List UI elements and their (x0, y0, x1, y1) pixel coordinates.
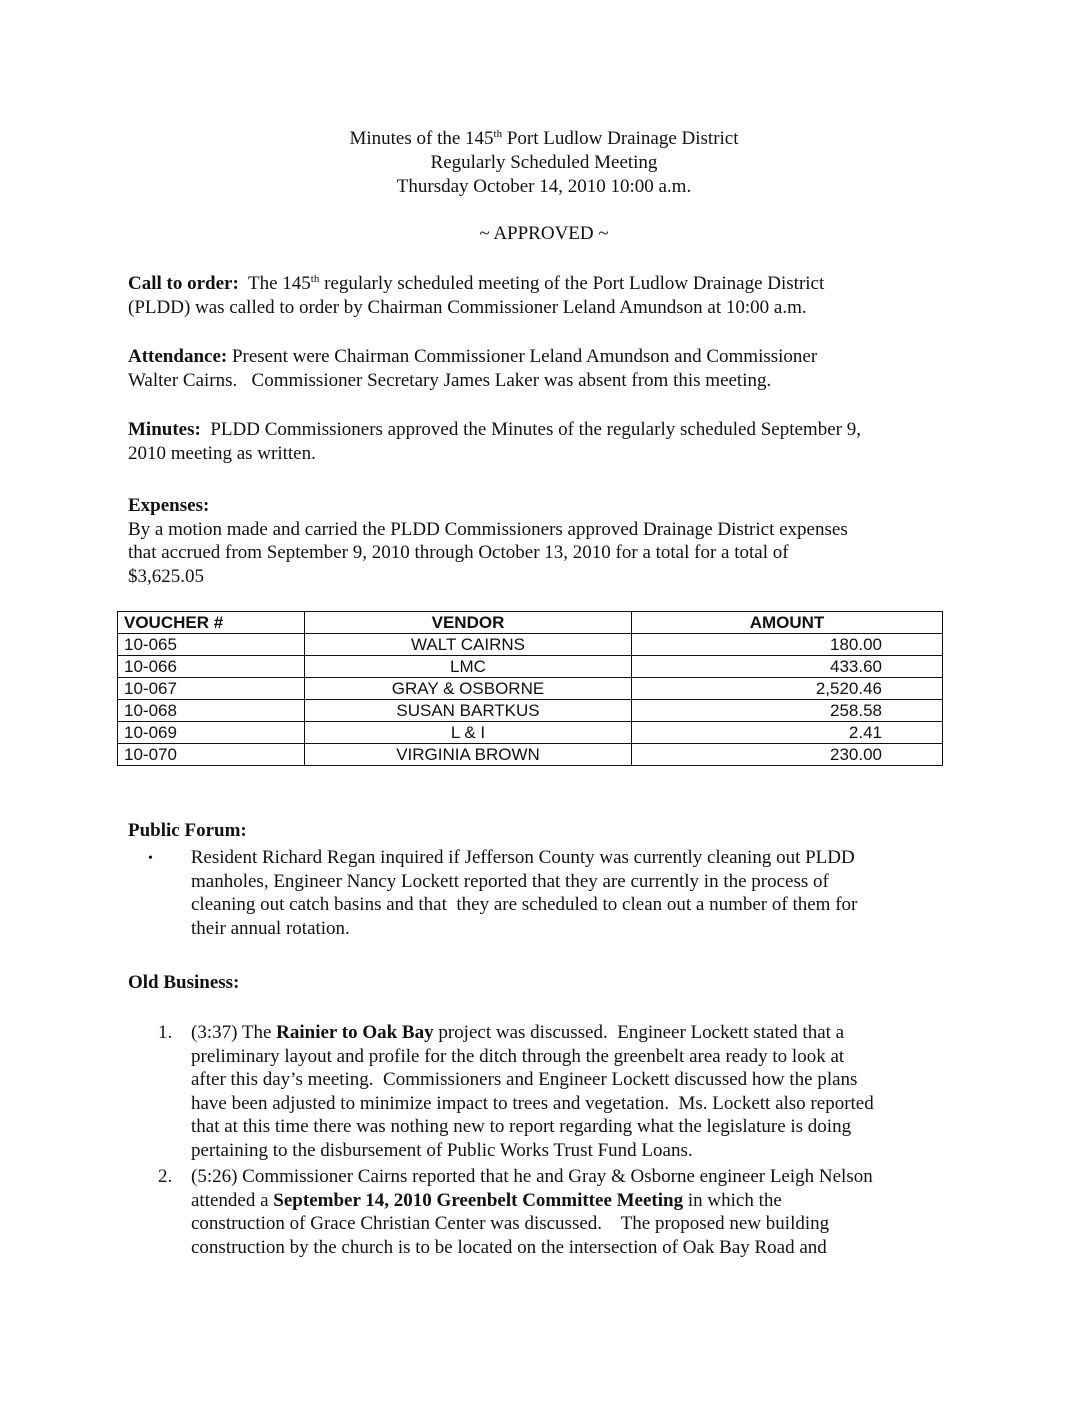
vendor-name: SUSAN BARTKUS (305, 700, 632, 722)
amount: 433.60 (632, 656, 943, 678)
table-row (118, 700, 943, 722)
amount: 230.00 (632, 744, 943, 766)
old-business-heading: Old Business: (128, 972, 240, 993)
column-header-voucher: VOUCHER # (118, 612, 305, 634)
meeting-datetime: Thursday October 14, 2010 10:00 a.m. (396, 176, 692, 197)
amount: 2,520.46 (632, 678, 943, 700)
voucher-number: 10-067 (118, 678, 305, 700)
meeting-name: September 14, 2010 Greenbelt Committee Meeting (273, 1189, 684, 1211)
table-header-row (118, 612, 943, 634)
expenses-section: Expenses: By a motion made and carried the PLDD Commissioners approved Drainage District expenses that accrued from September 9, 2010 through October 13, 2010 for a total for a total of $3,625.05 (128, 494, 968, 588)
expenses-total: $3,625.05 (128, 565, 204, 587)
amount: 2.41 (632, 722, 943, 744)
column-header-vendor: VENDOR (305, 612, 632, 634)
list-number: 2. (158, 1166, 173, 1187)
vendor-name: VIRGINIA BROWN (305, 744, 632, 766)
project-name: Rainier to Oak Bay (276, 1022, 434, 1043)
voucher-number: 10-070 (118, 744, 305, 766)
table-row (118, 678, 943, 700)
column-header-amount: AMOUNT (632, 612, 943, 634)
old-business-item: (3:37) The Rainier to Oak Bay project was discussed. Engineer Lockett stated that a preliminary layout and profile for the ditch through the greenbelt area ready to look at after this day’s meeting. Commissioners and Engineer Lockett discussed how the plans have been adjusted to minimize impact to trees and vegetation. Ms. Lockett also reported that at this time there was nothing new to report regarding what the legislature is doing pertaining to the disbursement of Public Works Trust Fund Loans. (191, 1022, 874, 1161)
document-subtitle: Regularly Scheduled Meeting (430, 152, 658, 173)
old-business-item: (5:26) Commissioner Cairns reported that he and Gray & Osborne engineer Leigh Nelson attended a September 14, 2010 Greenbelt Committee Meeting in which the construction of Grace Christian Center was discussed. The proposed new building construction by the church is to be located on the intersection of Oak Bay Road and (191, 1166, 873, 1258)
minutes-section: Minutes: PLDD Commissioners approved the Minutes of the regularly scheduled September 9, 2010 meeting as written. (128, 419, 861, 464)
vendor-name: WALT CAIRNS (305, 634, 632, 656)
vendor-name: L & I (305, 722, 632, 744)
table-row (118, 722, 943, 744)
call-to-order-heading: Call to order: (128, 273, 239, 294)
minutes-heading: Minutes: (128, 419, 201, 440)
voucher-number: 10-068 (118, 700, 305, 722)
attendance-section: Attendance: Present were Chairman Commissioner Leland Amundson and Commissioner Walter Cairns. Commissioner Secretary James Laker was absent from this meeting. (128, 346, 818, 391)
approval-status: ~ APPROVED ~ (479, 223, 609, 244)
public-forum-heading: Public Forum: (128, 820, 247, 841)
expenses-heading: Expenses: (128, 495, 210, 516)
voucher-number: 10-065 (118, 634, 305, 656)
bullet-icon: • (148, 851, 153, 866)
vendor-name: GRAY & OSBORNE (305, 678, 632, 700)
call-to-order-section: Call to order: The 145th regularly scheduled meeting of the Port Ludlow Drainage District (PLDD) was called to order by Chairman Commissioner Leland Amundson at 10:00 a.m. (128, 273, 825, 318)
document-header (0, 127, 1088, 199)
attendance-heading: Attendance: (128, 346, 228, 367)
amount: 180.00 (632, 634, 943, 656)
voucher-number: 10-069 (118, 722, 305, 744)
document-title: Minutes of the 145th Port Ludlow Drainage District (349, 128, 739, 149)
table-row (118, 634, 943, 656)
vendor-name: LMC (305, 656, 632, 678)
table-row (118, 656, 943, 678)
amount: 258.58 (632, 700, 943, 722)
old-business-section (128, 971, 968, 995)
public-forum-section (128, 819, 968, 843)
voucher-number: 10-066 (118, 656, 305, 678)
voucher-table (117, 611, 943, 766)
public-forum-item: Resident Richard Regan inquired if Jefferson County was currently cleaning out PLDD manholes, Engineer Nancy Lockett reported that they are currently in the process of cleaning out catch basins and that they are scheduled to clean out a number of them for their annual rotation. (186, 847, 858, 939)
list-number: 1. (158, 1022, 173, 1043)
table-row (118, 744, 943, 766)
